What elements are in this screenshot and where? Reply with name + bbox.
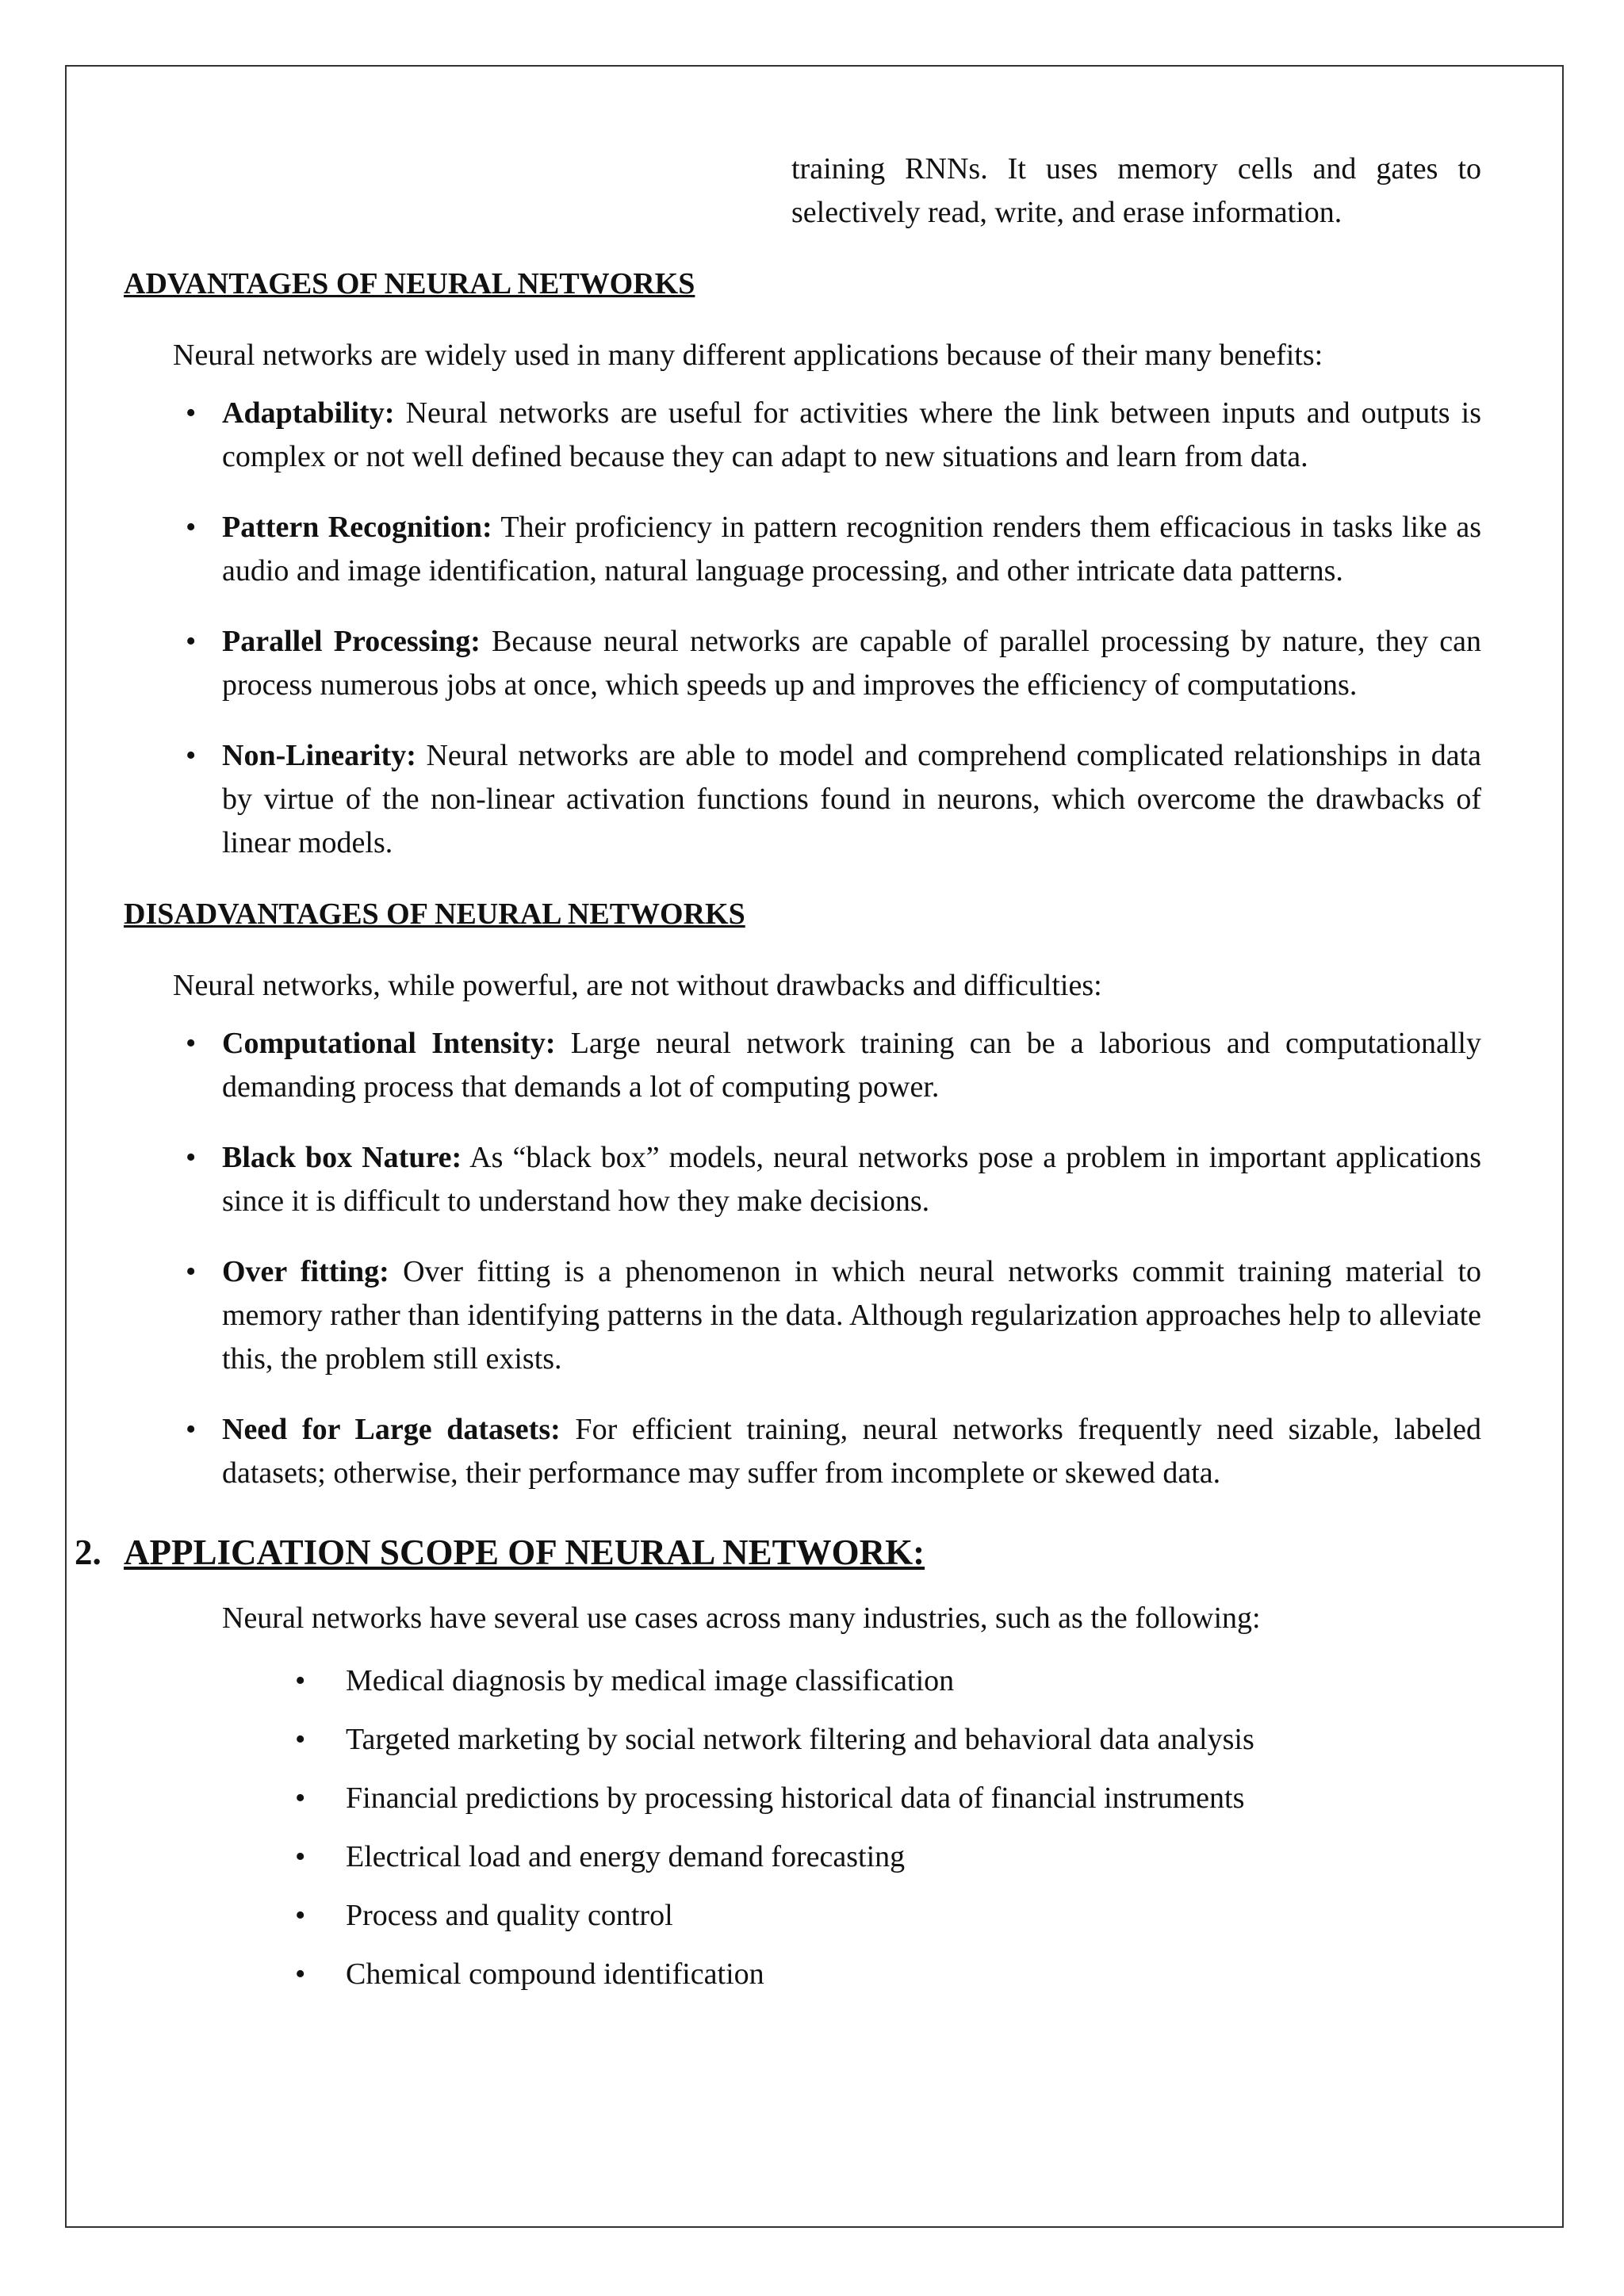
bullet-icon: • [186,1141,197,1174]
advantages-list [124,392,1481,865]
bullet-icon: • [186,1413,197,1446]
item-text: Electrical load and energy demand forecasting [346,1840,906,1873]
bullet-icon: • [186,396,197,430]
advantages-intro: Neural networks are widely used in many different applications because of their many benefits: [173,339,1323,372]
item-term: Over fitting: [222,1255,389,1288]
item-term: Need for Large datasets: [222,1413,561,1446]
list-item [124,1777,1481,1820]
item-term: Computational Intensity: [222,1027,556,1060]
item-term: Adaptability: [222,396,395,430]
item-text: Targeted marketing by social network filtering and behavioral data analysis [346,1723,1254,1756]
application-heading-text: APPLICATION SCOPE OF NEURAL NETWORK: [124,1533,925,1572]
item-text: Their proficiency in pattern recognition renders them efficacious in tasks like as audio and image identification, natural language processing, and other intricate data patterns. [222,511,1481,587]
list-item [124,1136,1481,1223]
item-term: Non-Linearity: [222,739,416,772]
item-text: Neural networks are useful for activities where the link between inputs and outputs is complex or not well defined because they can adapt to new situations and learn from data. [222,396,1481,473]
continuation-paragraph: training RNNs. It uses memory cells and gates to selectively read, write, and erase information. [791,152,1481,229]
item-text: For efficient training, neural networks frequently need sizable, labeled datasets; otherwise, their performance may suffer from incomplete or skewed data. [222,1413,1481,1490]
item-text: Medical diagnosis by medical image classification [346,1664,955,1697]
bullet-icon: • [295,1723,306,1756]
list-item [124,1835,1481,1879]
list-item [124,1894,1481,1938]
list-item [124,392,1481,479]
bullet-icon: • [295,1664,306,1697]
list-item [124,1250,1481,1381]
bullet-icon: • [295,1899,306,1932]
item-term: Black box Nature: [222,1141,462,1174]
bullet-icon: • [186,625,197,658]
item-text: Over fitting is a phenomenon in which neural networks commit training material to memory rather than identifying patterns in the data. Although regularization approaches help to alleviate this, the problem still exists. [222,1255,1481,1376]
disadvantages-heading: DISADVANTAGES OF NEURAL NETWORKS [124,897,745,931]
bullet-icon: • [186,1027,197,1060]
bullet-icon: • [295,1957,306,1991]
bullet-icon: • [295,1781,306,1815]
list-item [124,1659,1481,1703]
disadvantages-list [124,1022,1481,1495]
disadvantages-intro: Neural networks, while powerful, are not without drawbacks and difficulties: [173,969,1102,1002]
list-item [124,620,1481,707]
application-list [124,1659,1481,1996]
bullet-icon: • [186,1255,197,1288]
list-item [124,506,1481,593]
item-text: Neural networks are able to model and comprehend complicated relationships in data by virtue of the non-linear activation functions found in neurons, which overcome the drawbacks of linear models. [222,739,1481,859]
document-body [75,147,1482,2011]
list-item [124,1718,1481,1762]
item-text: Financial predictions by processing historical data of financial instruments [346,1781,1245,1815]
item-text: Chemical compound identification [346,1957,764,1991]
item-term: Parallel Processing: [222,625,481,658]
bullet-icon: • [186,511,197,544]
list-item [124,734,1481,865]
list-item [124,1953,1481,1996]
item-text: Large neural network training can be a laborious and computationally demanding process that demands a lot of computing power. [222,1027,1481,1104]
list-item [124,1022,1481,1109]
bullet-icon: • [295,1840,306,1873]
application-heading [75,1529,1481,1576]
advantages-heading: ADVANTAGES OF NEURAL NETWORKS [124,267,695,300]
item-text: As “black box” models, neural networks pose a problem in important applications since it is difficult to understand how they make decisions. [222,1141,1482,1218]
bullet-icon: • [186,739,197,772]
section-number: 2. [75,1533,102,1572]
list-item [124,1408,1481,1495]
item-text: Because neural networks are capable of parallel processing by nature, they can process numerous jobs at once, which speeds up and improves the efficiency of computations. [222,625,1481,702]
item-text: Process and quality control [346,1899,673,1932]
application-intro: Neural networks have several use cases across many industries, such as the following: [222,1601,1261,1635]
item-term: Pattern Recognition: [222,511,492,544]
